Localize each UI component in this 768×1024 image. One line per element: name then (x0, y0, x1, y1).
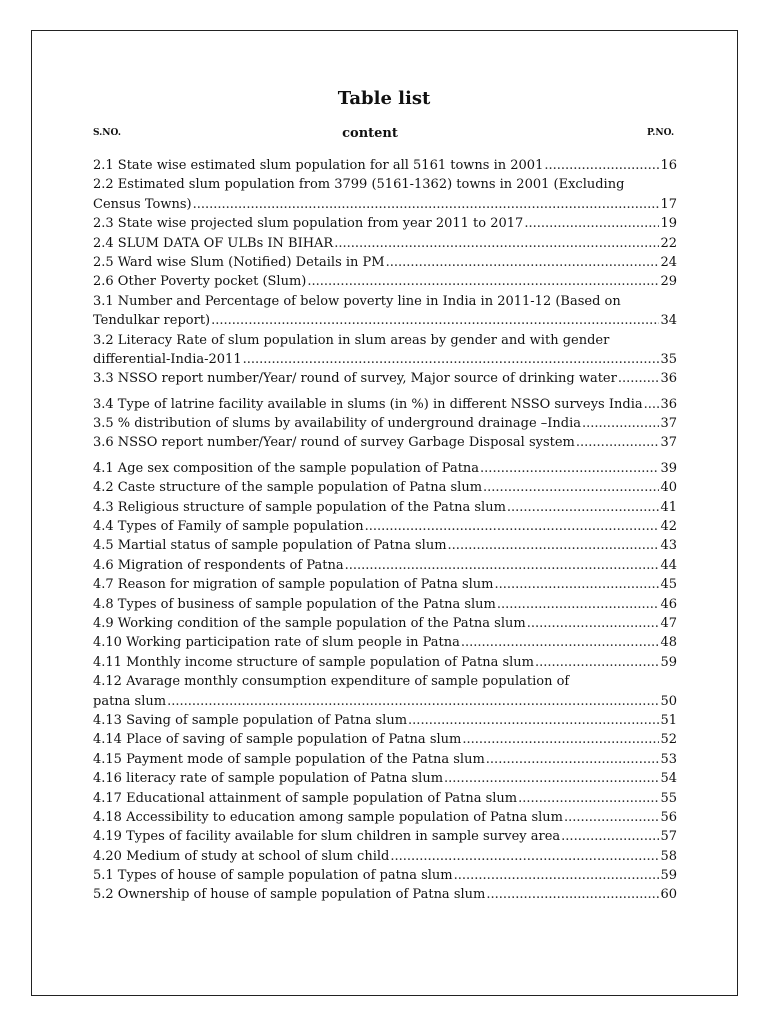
toc-entry-title-continued: patna slum (93, 693, 167, 709)
dot-leader (408, 711, 659, 730)
dot-leader (582, 414, 659, 433)
dot-leader (243, 350, 660, 369)
dot-leader (386, 253, 660, 272)
toc-entry-title: 4.18 Accessibility to education among sample population of Patna slum (93, 809, 563, 825)
page-number: 39 (660, 460, 677, 476)
toc-entry[interactable] (93, 253, 677, 272)
toc-entry-title: 4.20 Medium of study at school of slum child (93, 848, 390, 864)
toc-entry-title: 3.1 Number and Percentage of below poverty line in India in 2011-12 (Based on (93, 293, 621, 309)
page-number: 58 (660, 848, 677, 864)
page-number: 54 (660, 771, 677, 787)
toc-entry-title: 4.4 Types of Family of sample population (93, 519, 364, 535)
page-number: 42 (660, 519, 677, 535)
toc-entry[interactable] (93, 885, 677, 904)
dot-leader (507, 498, 660, 517)
dot-leader (561, 827, 659, 846)
page-number: 60 (660, 887, 677, 903)
toc-entry-title: 4.15 Payment mode of sample population of the Patna slum (93, 751, 485, 767)
page-number: 57 (660, 829, 677, 845)
toc-entry[interactable] (93, 711, 677, 730)
table-list (93, 156, 677, 905)
toc-entry[interactable] (93, 459, 677, 478)
dot-leader (167, 692, 659, 711)
toc-entry-title: 4.10 Working participation rate of slum people in Patna (93, 635, 460, 651)
toc-entry[interactable] (93, 517, 677, 536)
dot-leader (527, 614, 660, 633)
page-number: 55 (660, 790, 677, 806)
dot-leader (365, 517, 660, 536)
toc-entry[interactable] (93, 575, 677, 594)
toc-entry[interactable] (93, 331, 677, 370)
toc-entry[interactable] (93, 556, 677, 575)
dot-leader (193, 195, 660, 214)
toc-entry[interactable] (93, 414, 677, 433)
dot-leader (307, 272, 659, 291)
toc-entry[interactable] (93, 730, 677, 749)
toc-entry-title: 4.7 Reason for migration of sample population of Patna slum (93, 577, 494, 593)
toc-entry-title: 4.19 Types of facility available for slum children in sample survey area (93, 829, 561, 845)
dot-leader (462, 730, 659, 749)
dot-leader (535, 653, 659, 672)
dot-leader (461, 633, 660, 652)
toc-entry-title: 4.17 Educational attainment of sample population of Patna slum (93, 790, 518, 806)
toc-entry[interactable] (93, 595, 677, 614)
dot-leader (495, 575, 660, 594)
page-number: 22 (660, 235, 677, 251)
toc-entry-title: 3.2 Literacy Rate of slum population in slum areas by gender and with gender (93, 332, 610, 348)
toc-entry[interactable] (93, 433, 677, 452)
content-header: content (342, 126, 398, 141)
page-number: 56 (660, 809, 677, 825)
dot-leader (576, 433, 660, 452)
toc-entry[interactable] (93, 395, 677, 414)
dot-leader (483, 478, 659, 497)
toc-entry[interactable] (93, 808, 677, 827)
page-number: 47 (660, 615, 677, 631)
dot-leader (618, 369, 660, 388)
toc-entry[interactable] (93, 234, 677, 253)
sno-header: S.NO. (93, 128, 121, 138)
toc-entry-title: 2.1 State wise estimated slum population for all 5161 towns in 2001 (93, 158, 544, 173)
page-number: 51 (660, 712, 677, 728)
dot-leader (480, 459, 659, 478)
dot-leader (544, 156, 659, 175)
toc-entry-title: 2.6 Other Poverty pocket (Slum) (93, 274, 307, 290)
page-number: 16 (660, 158, 677, 173)
dot-leader (448, 536, 660, 555)
toc-entry-title: 4.12 Avarage monthly consumption expenditure of sample population of (93, 674, 570, 690)
dot-leader (564, 808, 659, 827)
toc-entry-title: 4.1 Age sex composition of the sample population of Patna (93, 460, 480, 476)
toc-entry-title: 5.2 Ownership of house of sample population of Patna slum (93, 887, 486, 903)
toc-entry-title: 4.2 Caste structure of the sample population of Patna slum (93, 480, 483, 496)
toc-entry[interactable] (93, 847, 677, 866)
toc-entry-title: 4.13 Saving of sample population of Patna slum (93, 712, 408, 728)
toc-entry[interactable] (93, 214, 677, 233)
page-number: 36 (660, 396, 677, 412)
toc-entry[interactable] (93, 369, 677, 388)
toc-entry[interactable] (93, 866, 677, 885)
dot-leader (390, 847, 659, 866)
toc-entry[interactable] (93, 789, 677, 808)
toc-entry-title: 3.4 Type of latrine facility available in slums (in %) in different NSSO surveys India (93, 396, 643, 412)
page-number: 53 (660, 751, 677, 767)
dot-leader (524, 214, 659, 233)
page-number: 59 (660, 868, 677, 884)
dot-leader (644, 395, 660, 414)
page-number: 46 (660, 596, 677, 612)
page-number: 34 (660, 313, 677, 329)
toc-entry-title: 2.5 Ward wise Slum (Notified) Details in PM (93, 254, 385, 270)
toc-entry[interactable] (93, 653, 677, 672)
toc-entry[interactable] (93, 536, 677, 555)
toc-entry-title: 2.3 State wise projected slum population from year 2011 to 2017 (93, 216, 524, 232)
toc-entry-title: 4.9 Working condition of the sample population of the Patna slum (93, 615, 526, 631)
page-number: 52 (660, 732, 677, 748)
dot-leader (334, 234, 659, 253)
dot-leader (454, 866, 660, 885)
toc-entry-title: 4.11 Monthly income structure of sample population of Patna slum (93, 654, 534, 670)
toc-entry[interactable] (93, 498, 677, 517)
page-number: 50 (660, 693, 677, 709)
dot-leader (486, 750, 660, 769)
toc-entry-title: 4.3 Religious structure of sample population of the Patna slum (93, 499, 506, 515)
dot-leader (486, 885, 659, 904)
dot-leader (444, 769, 659, 788)
page-number: 44 (660, 557, 677, 573)
toc-entry[interactable] (93, 272, 677, 291)
page-number: 35 (660, 351, 677, 367)
page-number: 41 (660, 499, 677, 515)
pno-header: P.NO. (647, 128, 675, 138)
page-number: 19 (660, 216, 677, 232)
toc-entry[interactable] (93, 633, 677, 652)
toc-entry-title: 3.6 NSSO report number/Year/ round of survey Garbage Disposal system (93, 435, 575, 451)
toc-entry[interactable] (93, 478, 677, 497)
page-number: 29 (660, 274, 677, 290)
toc-entry-title: 2.2 Estimated slum population from 3799 (5161-1362) towns in 2001 (Excluding (93, 177, 625, 193)
page-number: 36 (660, 371, 677, 387)
toc-entry-title-continued: Census Towns) (93, 196, 192, 212)
page-number: 59 (660, 654, 677, 670)
toc-entry-title: 4.8 Types of business of sample population of the Patna slum (93, 596, 496, 612)
toc-entry[interactable] (93, 827, 677, 846)
toc-entry[interactable] (93, 614, 677, 633)
page-number: 43 (660, 538, 677, 554)
page-number: 48 (660, 635, 677, 651)
toc-entry[interactable] (93, 750, 677, 769)
toc-entry-title: 3.3 NSSO report number/Year/ round of survey, Major source of drinking water (93, 371, 617, 387)
page-number: 40 (660, 480, 677, 496)
toc-entry-title-continued: differential-India-2011 (93, 351, 242, 367)
toc-entry[interactable] (93, 769, 677, 788)
toc-entry-title-continued: Tendulkar report) (93, 313, 211, 329)
dot-leader (211, 311, 659, 330)
dot-leader (518, 789, 659, 808)
toc-entry[interactable] (93, 175, 677, 214)
page-number: 24 (660, 254, 677, 270)
dot-leader (345, 556, 660, 575)
toc-entry-title: 4.14 Place of saving of sample population of Patna slum (93, 732, 462, 748)
toc-entry-title: 4.5 Martial status of sample population of Patna slum (93, 538, 447, 554)
toc-entry[interactable] (93, 292, 677, 331)
page-number: 17 (660, 196, 677, 212)
toc-entry-title: 3.5 % distribution of slums by availability of underground drainage –India (93, 416, 582, 432)
toc-entry-title: 4.6 Migration of respondents of Patna (93, 557, 344, 573)
page-number: 37 (660, 435, 677, 451)
toc-entry-title: 5.1 Types of house of sample population of patna slum (93, 868, 453, 884)
page-number: 37 (660, 416, 677, 432)
toc-entry[interactable] (93, 156, 677, 175)
dot-leader (497, 595, 660, 614)
toc-entry[interactable] (93, 672, 677, 711)
toc-entry-title: 2.4 SLUM DATA OF ULBs IN BIHAR (93, 235, 334, 251)
toc-entry-title: 4.16 literacy rate of sample population of Patna slum (93, 771, 444, 787)
page-title: Table list (337, 88, 431, 109)
page-number: 45 (660, 577, 677, 593)
